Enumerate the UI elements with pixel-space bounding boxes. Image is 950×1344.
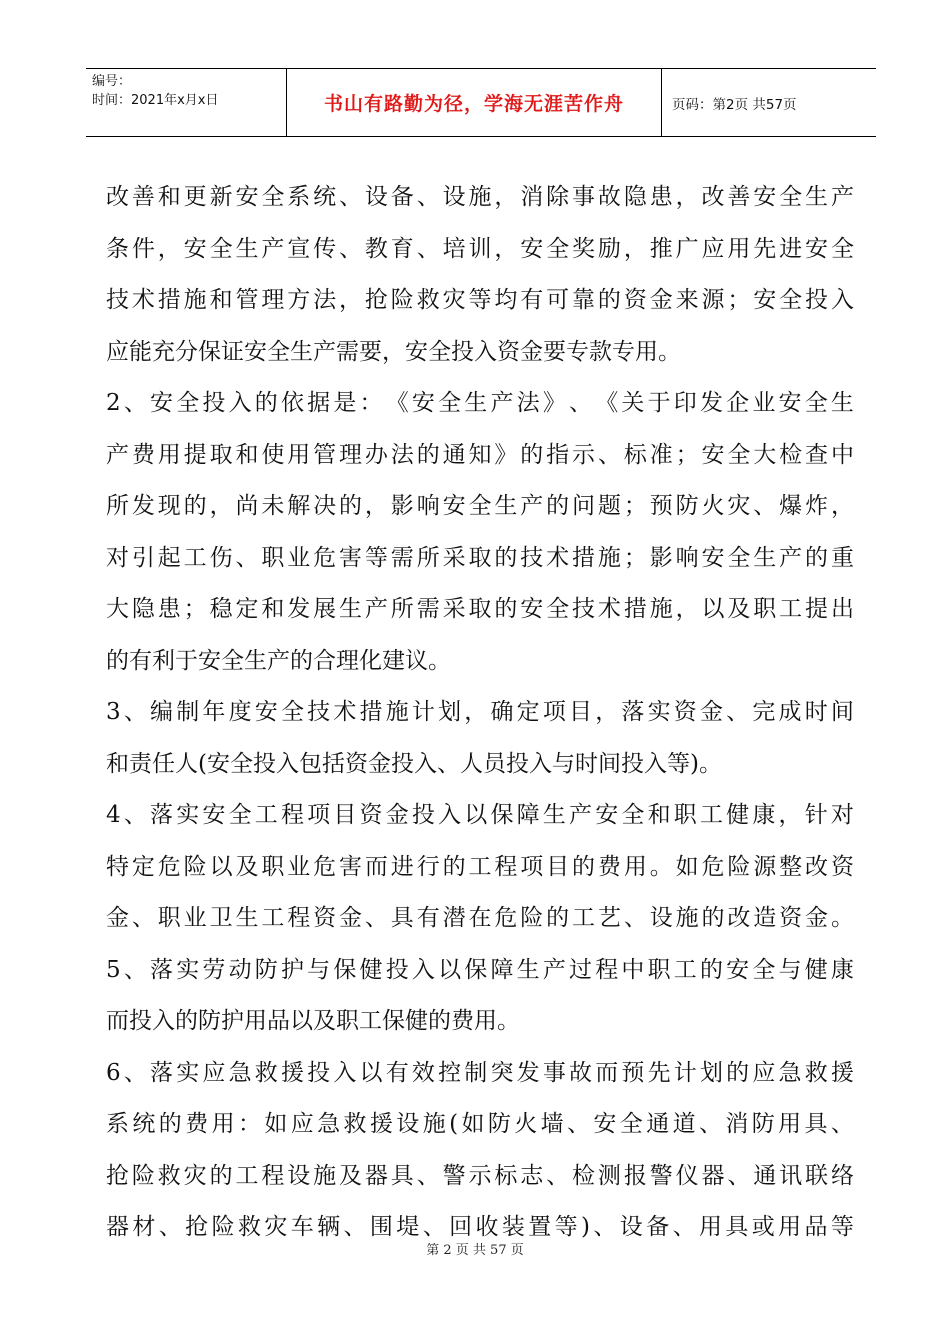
header-motto: 书山有路勤为径，学海无涯苦作舟 [287,69,662,136]
page-header [86,68,876,137]
body-line: 6 、 落 实 应 急 救 援 投 入 以 有 效 控 制 突 发 事 故 而 预 先 计 划 的 应 急 救 援 [106,1059,854,1086]
page-footer: 第 2 页 共 57 页 [426,1243,524,1258]
body-line: 金 、 职 业 卫 生 工 程 资 金 、 具 有 潜 在 危 险 的 工 艺 、 设 施 的 改 造 资 金 。 [106,905,854,931]
body-line: 系 统 的 费 用 ： 如 应 急 救 援 设 施 ( 如 防 火 墙 、 安 全 通 道 、 消 防 用 具 、 [106,1111,854,1137]
body-line: 大 隐 患 ； 稳 定 和 发 展 生 产 所 需 采 取 的 安 全 技 术 措 施 ， 以 及 职 工 提 出 [106,596,854,622]
body-line: 3 、 编 制 年 度 安 全 技 术 措 施 计 划 ， 确 定 项 目 ， 落 实 资 金 、 完 成 时 间 [106,699,854,725]
body-line: 所 发 现 的 ， 尚 未 解 决 的 ， 影 响 安 全 生 产 的 问 题 ； 预 防 火 灾 、 爆 炸 ， [106,493,854,519]
body-line: 的有利于安全生产的合理化建议。 [106,647,451,674]
document-number-label: 编号： [92,74,132,89]
body-line: 5 、 落 实 劳 动 防 护 与 保 健 投 入 以 保 障 生 产 过 程 中 职 工 的 安 全 与 健 康 [106,956,854,983]
body-line: 对 引 起 工 伤 、 职 业 危 害 等 需 所 采 取 的 技 术 措 施 ； 影 响 安 全 生 产 的 重 [106,544,854,571]
body-line: 应能充分保证安全生产需要，安全投入资金要专款专用。 [106,338,681,365]
body-line: 器 材 、 抢 险 救 灾 车 辆 、 围 堤 、 回 收 装 置 等 ) 、 设 备 、 用 具 或 用 品 等 [106,1214,854,1240]
body-line: 和责任人(安全投入包括资金投入、人员投入与时间投入等)。 [106,750,722,777]
body-line: 而投入的防护用品以及职工保健的费用。 [106,1008,520,1034]
header-page-indicator: 页码：第2页 共57页 [672,96,797,113]
body-line: 2 、 安 全 投 入 的 依 据 是 ： 《 安 全 生 产 法 》 、 《 关 于 印 发 企 业 安 全 生 [106,390,854,416]
body-line: 条 件 ， 安 全 生 产 宣 传 、 教 育 、 培 训 ， 安 全 奖 励 ， 推 广 应 用 先 进 安 全 [106,235,854,262]
body-line: 特 定 危 险 以 及 职 业 危 害 而 进 行 的 工 程 项 目 的 费 用 。 如 危 险 源 整 改 资 [106,853,854,880]
header-left-cell [86,69,287,136]
body-line: 产 费 用 提 取 和 使 用 管 理 办 法 的 通 知 》 的 指 示 、 标 准 ； 安 全 大 检 查 中 [106,441,854,468]
body-line: 抢 险 救 灾 的 工 程 设 施 及 器 具 、 警 示 标 志 、 检 测 报 警 仪 器 、 通 讯 联 络 [106,1162,854,1189]
document-body [106,172,854,1254]
body-line: 技 术 措 施 和 管 理 方 法 ， 抢 险 救 灾 等 均 有 可 靠 的 资 金 来 源 ； 安 全 投 入 [106,287,854,313]
document-time-label: 时间：2021年x月x日 [92,93,219,108]
body-line: 改 善 和 更 新 安 全 系 统 、 设 备 、 设 施 ， 消 除 事 故 隐 患 ， 改 善 安 全 生 产 [106,184,854,210]
body-line: 4 、 落 实 安 全 工 程 项 目 资 金 投 入 以 保 障 生 产 安 全 和 职 工 健 康 ， 针 对 [106,802,854,828]
